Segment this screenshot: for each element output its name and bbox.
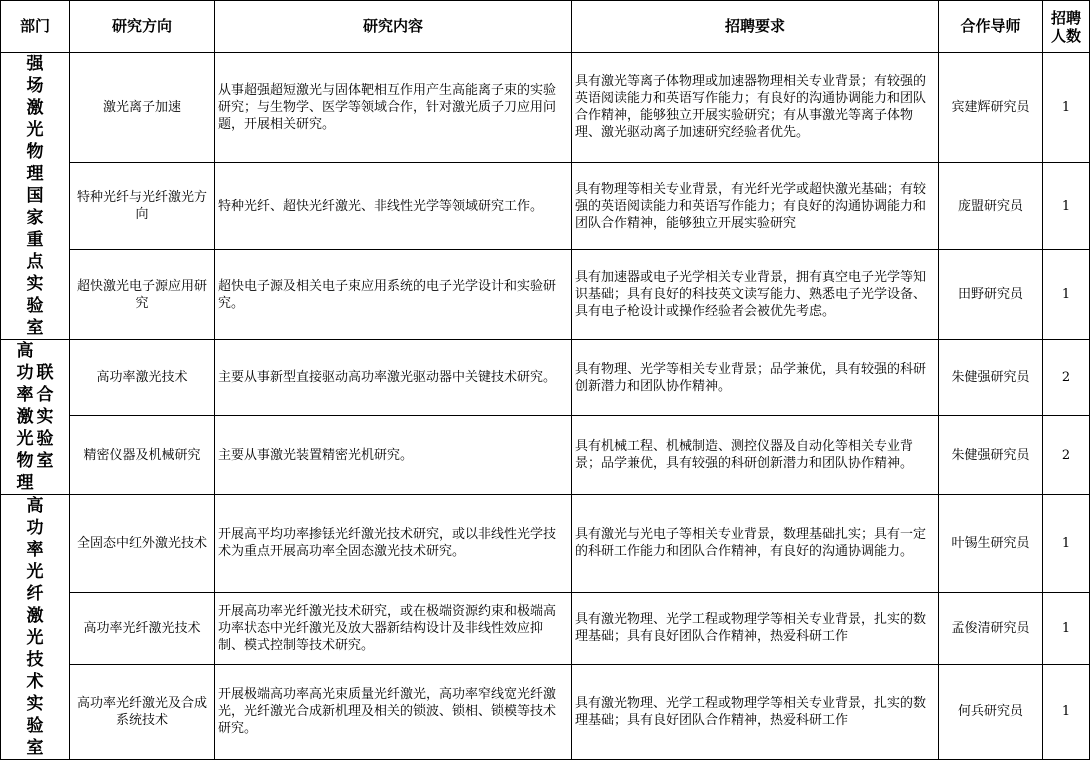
requirement-cell: 具有激光物理、光学工程或物理学等相关专业背景，扎实的数理基础；具有良好团队合作精神，热爱科研工作	[572, 664, 939, 760]
header-requirement: 招聘要求	[572, 1, 939, 53]
table-row	[1, 416, 1090, 495]
content-cell: 超快电子源及相关电子束应用系统的电子光学设计和实验研究。	[215, 250, 572, 340]
table-row	[1, 495, 1090, 593]
count-cell: 2	[1043, 416, 1090, 495]
advisor-cell: 孟俊清研究员	[939, 592, 1043, 664]
table-row	[1, 162, 1090, 250]
count-cell: 1	[1043, 53, 1090, 163]
dept-name-part2: 联合实验室	[36, 363, 54, 471]
direction-cell: 超快激光电子源应用研究	[70, 250, 215, 340]
table-row	[1, 340, 1090, 416]
direction-cell: 全固态中红外激光技术	[70, 495, 215, 593]
dept-cell	[1, 495, 70, 760]
advisor-cell: 庞盟研究员	[939, 162, 1043, 250]
dept-name-part1: 高功率激光物理	[16, 341, 34, 493]
direction-cell: 激光离子加速	[70, 53, 215, 163]
table-row	[1, 664, 1090, 760]
header-row	[1, 1, 1090, 53]
dept-cell	[1, 53, 70, 340]
header-count: 招聘人数	[1043, 1, 1090, 53]
header-advisor: 合作导师	[939, 1, 1043, 53]
requirement-cell: 具有物理、光学等相关专业背景；品学兼优，具有较强的科研创新潜力和团队协作精神。	[572, 340, 939, 416]
direction-cell: 精密仪器及机械研究	[70, 416, 215, 495]
table-row	[1, 592, 1090, 664]
table-row	[1, 53, 1090, 163]
direction-cell: 高功率光纤激光技术	[70, 592, 215, 664]
count-cell: 1	[1043, 495, 1090, 593]
content-cell: 特种光纤、超快光纤激光、非线性光学等领域研究工作。	[215, 162, 572, 250]
table-row	[1, 250, 1090, 340]
dept-name: 强场激光物理国家重点实验室	[26, 54, 44, 338]
count-cell: 1	[1043, 250, 1090, 340]
content-cell: 开展高功率光纤激光技术研究，或在极端资源约束和极端高功率状态中光纤激光及放大器新结构设计及非线性效应抑制、模式控制等技术研究。	[215, 592, 572, 664]
content-cell: 主要从事激光装置精密光机研究。	[215, 416, 572, 495]
count-cell: 1	[1043, 162, 1090, 250]
requirement-cell: 具有激光与光电子等相关专业背景，数理基础扎实；具有一定的科研工作能力和团队合作精神，有良好的沟通协调能力。	[572, 495, 939, 593]
direction-cell: 特种光纤与光纤激光方向	[70, 162, 215, 250]
dept-name: 高功率光纤激光技术实验室	[26, 496, 44, 758]
count-cell: 2	[1043, 340, 1090, 416]
content-cell: 开展高平均功率掺铥光纤激光技术研究，或以非线性光学技术为重点开展高功率全固态激光技术研究。	[215, 495, 572, 593]
advisor-cell: 田野研究员	[939, 250, 1043, 340]
requirement-cell: 具有加速器或电子光学相关专业背景，拥有真空电子光学等知识基础；具有良好的科技英文读写能力、熟悉电子光学设备、具有电子枪设计或操作经验者会被优先考虑。	[572, 250, 939, 340]
advisor-cell: 何兵研究员	[939, 664, 1043, 760]
direction-cell: 高功率光纤激光及合成系统技术	[70, 664, 215, 760]
header-dept: 部门	[1, 1, 70, 53]
requirement-cell: 具有激光等离子体物理或加速器物理相关专业背景；有较强的英语阅读能力和英语写作能力；有良好的沟通协调能力和团队合作精神，能够独立开展实验研究；有从事激光等离子体物理、激光驱动离子加速研究经验者优先。	[572, 53, 939, 163]
requirement-cell: 具有激光物理、光学工程或物理学等相关专业背景，扎实的数理基础；具有良好团队合作精神，热爱科研工作	[572, 592, 939, 664]
content-cell: 开展极端高功率高光束质量光纤激光，高功率窄线宽光纤激光，光纤激光合成新机理及相关的锁波、锁相、锁模等技术研究。	[215, 664, 572, 760]
dept-cell	[1, 340, 70, 495]
content-cell: 从事超强超短激光与固体靶相互作用产生高能离子束的实验研究；与生物学、医学等领域合作，针对激光质子刀应用问题，开展相关研究。	[215, 53, 572, 163]
advisor-cell: 叶锡生研究员	[939, 495, 1043, 593]
count-cell: 1	[1043, 664, 1090, 760]
advisor-cell: 宾建辉研究员	[939, 53, 1043, 163]
requirement-cell: 具有物理等相关专业背景，有光纤光学或超快激光基础；有较强的英语阅读能力和英语写作能力；有良好的沟通协调能力和团队合作精神，能够独立开展实验研究	[572, 162, 939, 250]
advisor-cell: 朱健强研究员	[939, 416, 1043, 495]
advisor-cell: 朱健强研究员	[939, 340, 1043, 416]
count-cell: 1	[1043, 592, 1090, 664]
direction-cell: 高功率激光技术	[70, 340, 215, 416]
header-direction: 研究方向	[70, 1, 215, 53]
header-content: 研究内容	[215, 1, 572, 53]
requirement-cell: 具有机械工程、机械制造、测控仪器及自动化等相关专业背景；品学兼优，具有较强的科研创新潜力和团队协作精神。	[572, 416, 939, 495]
content-cell: 主要从事新型直接驱动高功率激光驱动器中关键技术研究。	[215, 340, 572, 416]
